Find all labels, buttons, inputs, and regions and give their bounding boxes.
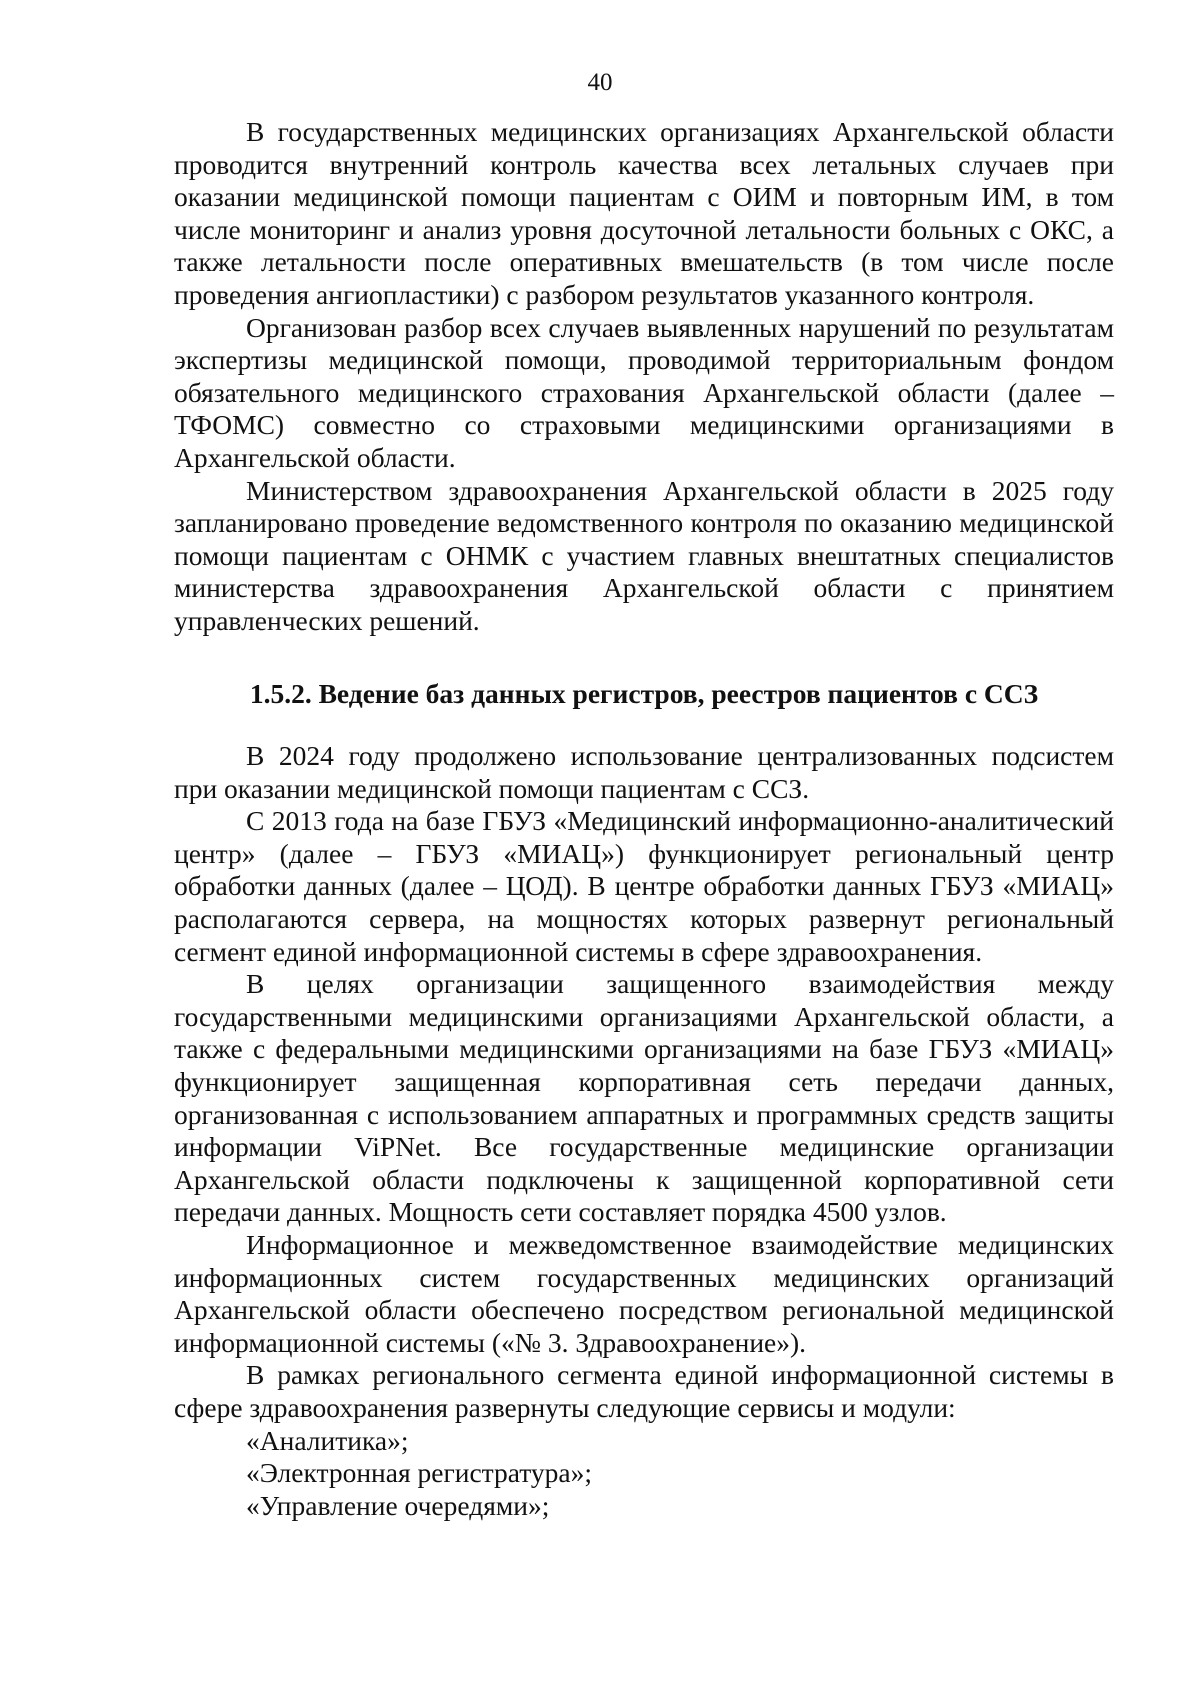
paragraph-internal-control: В государственных медицинских организациях Архангельской области проводится внутренний контроль качества всех летальных случаев при оказании медицинской помощи пациентам с ОИМ и повторным ИМ, в том числе мониторинг и анализ уровня досуточной летальности больных с ОКС, а также летальности после оперативных вмешательств (в том числе после проведения ангиопластики) с разбором результатов указанного контроля.	[174, 116, 1114, 310]
document-body	[174, 116, 1114, 1522]
page-number: 40	[587, 69, 613, 96]
section-heading: 1.5.2. Ведение баз данных регистров, реестров пациентов с ССЗ	[249, 677, 1039, 709]
paragraph-centralized-subsystems: В 2024 году продолжено использование централизованных подсистем при оказании медицинской помощи пациентам с ССЗ.	[174, 740, 1114, 804]
list-item: «Управление очередями»;	[246, 1489, 550, 1521]
list-item: «Электронная регистратура»;	[246, 1457, 592, 1489]
paragraph-data-center: С 2013 года на базе ГБУЗ «Медицинский информационно-аналитический центр» (далее – ГБУЗ «МИАЦ») функционирует региональный центр обработки данных (далее – ЦОД). В центре обработки данных ГБУЗ «МИАЦ» располагаются сервера, на мощностях которых развернут региональный сегмент единой информационной системы в сфере здравоохранения.	[174, 805, 1114, 967]
paragraph-information-interaction: Информационное и межведомственное взаимодействие медицинских информационных систем государственных медицинских организаций Архангельской области обеспечено посредством региональной медицинской информационной системы («№ 3. Здравоохранение»).	[174, 1229, 1114, 1358]
paragraph-secure-network: В целях организации защищенного взаимодействия между государственными медицинскими организациями Архангельской области, а также с федеральными медицинскими организациями на базе ГБУЗ «МИАЦ» функционирует защищенная корпоративная сеть передачи данных, организованная с использованием аппаратных и программных средств защиты информации ViPNet. Все государственные медицинские организации Архангельской области подключены к защищенной корпоративной сети передачи данных. Мощность сети составляет порядка 4500 узлов.	[174, 968, 1114, 1228]
paragraph-services-intro: В рамках регионального сегмента единой информационной системы в сфере здравоохранения развернуты следующие сервисы и модули:	[174, 1359, 1114, 1423]
paragraph-departmental-control: Министерством здравоохранения Архангельской области в 2025 году запланировано проведение ведомственного контроля по оказанию медицинской помощи пациентам с ОНМК с участием главных внештатных специалистов министерства здравоохранения Архангельской области с принятием управленческих решений.	[174, 474, 1114, 636]
paragraph-violations-review: Организован разбор всех случаев выявленных нарушений по результатам экспертизы медицинской помощи, проводимой территориальным фондом обязательного медицинского страхования Архангельской области (далее – ТФОМС) совместно со страховыми медицинскими организациями в Архангельской области.	[174, 311, 1114, 473]
list-item: «Аналитика»;	[246, 1424, 409, 1456]
